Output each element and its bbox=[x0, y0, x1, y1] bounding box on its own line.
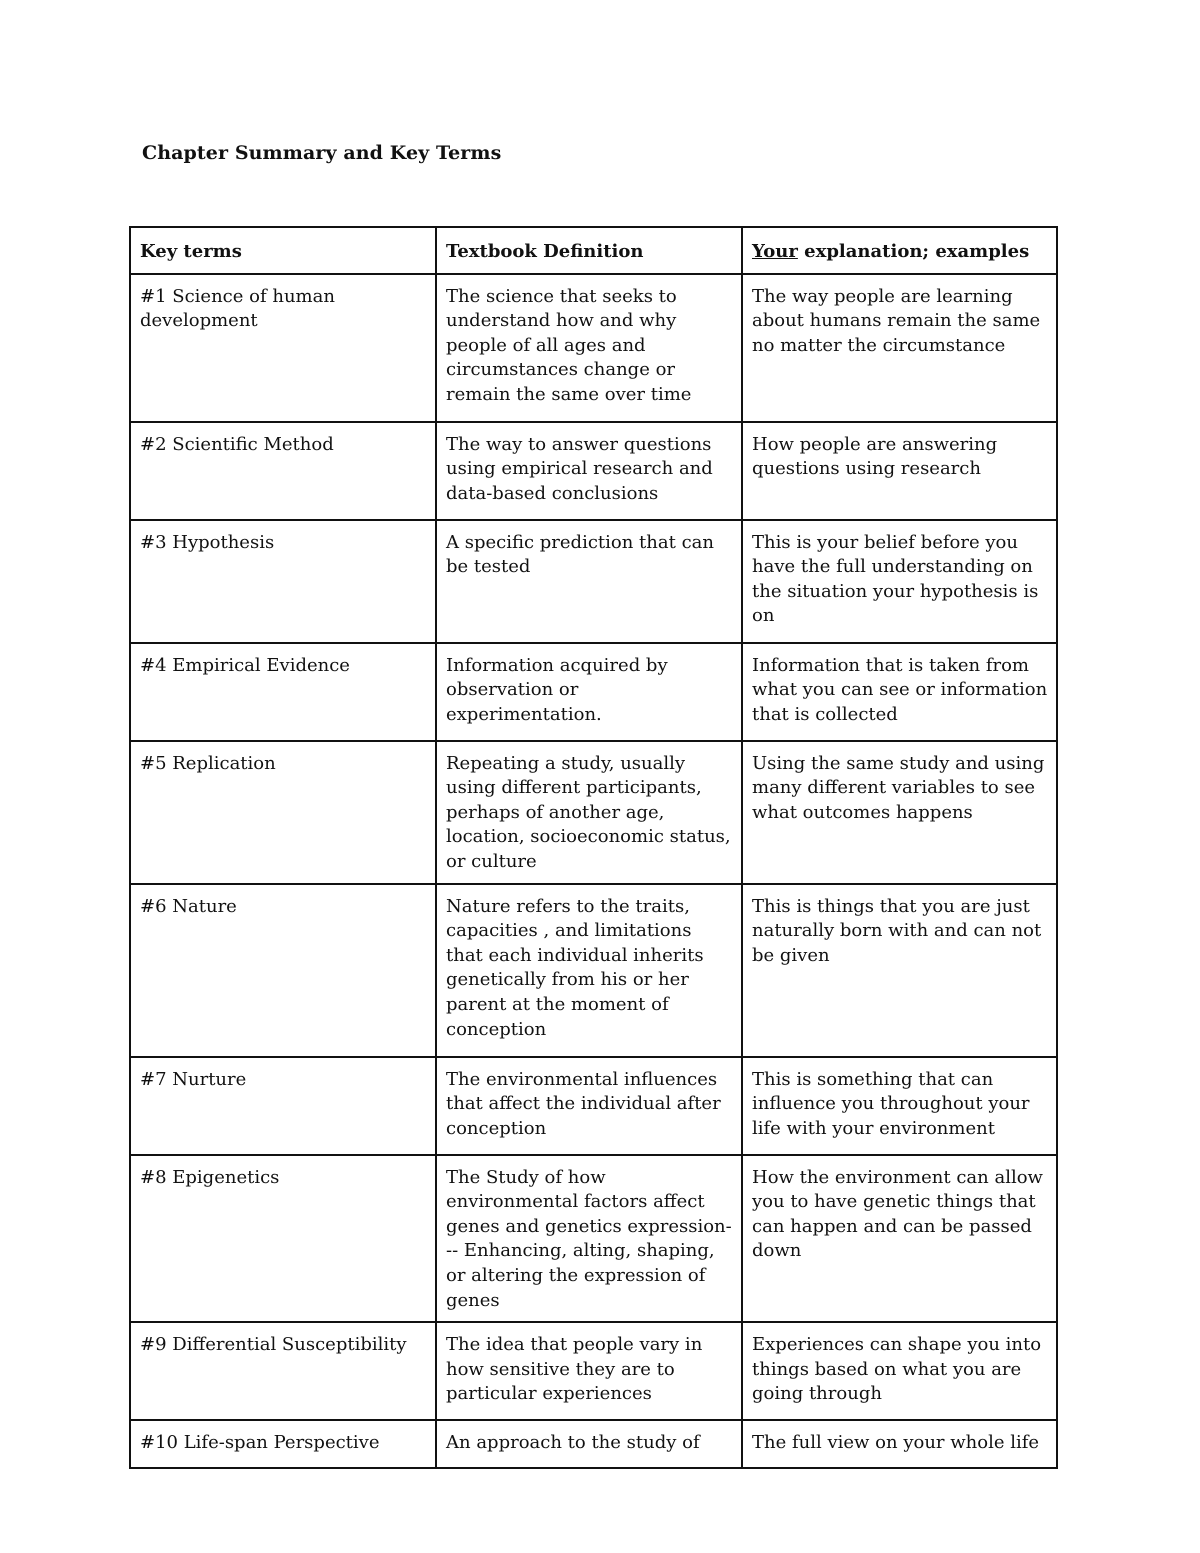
table-row bbox=[130, 741, 1057, 884]
table-row bbox=[130, 1057, 1057, 1155]
term-cell: #9 Differential Susceptibility bbox=[130, 1322, 436, 1420]
definition-cell: The Study of how environmental factors affect genes and genetics expression--- Enhancing, alting, shaping, or altering the expression of genes bbox=[436, 1155, 742, 1323]
explanation-cell: This is something that can influence you throughout your life with your environment bbox=[742, 1057, 1057, 1155]
page-title: Chapter Summary and Key Terms bbox=[142, 142, 502, 164]
explanation-cell: Information that is taken from what you can see or information that is collected bbox=[742, 643, 1057, 741]
explanation-cell: The full view on your whole life bbox=[742, 1420, 1057, 1468]
table-row bbox=[130, 520, 1057, 643]
definition-cell: Nature refers to the traits, capacities , and limitations that each individual inherits genetically from his or her parent at the moment of conception bbox=[436, 884, 742, 1057]
key-terms-table bbox=[129, 226, 1058, 1469]
explanation-cell: This is things that you are just naturally born with and can not be given bbox=[742, 884, 1057, 1057]
definition-cell: The science that seeks to understand how and why people of all ages and circumstances change or remain the same over time bbox=[436, 274, 742, 422]
definition-cell: A specific prediction that can be tested bbox=[436, 520, 742, 643]
table-row bbox=[130, 274, 1057, 422]
explanation-cell: How the environment can allow you to have genetic things that can happen and can be passed down bbox=[742, 1155, 1057, 1323]
definition-cell: The way to answer questions using empirical research and data-based conclusions bbox=[436, 422, 742, 520]
term-cell: #7 Nurture bbox=[130, 1057, 436, 1155]
table-row bbox=[130, 643, 1057, 741]
table-header-row bbox=[130, 227, 1057, 274]
term-cell: #2 Scientific Method bbox=[130, 422, 436, 520]
term-cell: #6 Nature bbox=[130, 884, 436, 1057]
header-textbook-definition: Textbook Definition bbox=[436, 227, 742, 274]
table-row bbox=[130, 422, 1057, 520]
term-cell: #1 Science of human development bbox=[130, 274, 436, 422]
explanation-cell: How people are answering questions using research bbox=[742, 422, 1057, 520]
table-row bbox=[130, 1322, 1057, 1420]
table-row bbox=[130, 1155, 1057, 1323]
table-row bbox=[130, 884, 1057, 1057]
definition-cell: Information acquired by observation or experimentation. bbox=[436, 643, 742, 741]
term-cell: #3 Hypothesis bbox=[130, 520, 436, 643]
definition-cell: Repeating a study, usually using different participants, perhaps of another age, location, socioeconomic status, or culture bbox=[436, 741, 742, 884]
explanation-cell: This is your belief before you have the full understanding on the situation your hypothesis is on bbox=[742, 520, 1057, 643]
explanation-cell: Experiences can shape you into things based on what you are going through bbox=[742, 1322, 1057, 1420]
header-your-word: Your bbox=[752, 241, 798, 262]
header-explanation-rest: explanation; examples bbox=[797, 241, 1030, 262]
term-cell: #10 Life-span Perspective bbox=[130, 1420, 436, 1468]
table-row bbox=[130, 1420, 1057, 1468]
definition-cell: The idea that people vary in how sensitive they are to particular experiences bbox=[436, 1322, 742, 1420]
definition-cell: The environmental influences that affect the individual after conception bbox=[436, 1057, 742, 1155]
explanation-cell: Using the same study and using many different variables to see what outcomes happens bbox=[742, 741, 1057, 884]
definition-cell: An approach to the study of bbox=[436, 1420, 742, 1468]
term-cell: #4 Empirical Evidence bbox=[130, 643, 436, 741]
explanation-cell: The way people are learning about humans remain the same no matter the circumstance bbox=[742, 274, 1057, 422]
header-key-terms: Key terms bbox=[130, 227, 436, 274]
term-cell: #8 Epigenetics bbox=[130, 1155, 436, 1323]
header-your-explanation bbox=[742, 227, 1057, 274]
term-cell: #5 Replication bbox=[130, 741, 436, 884]
